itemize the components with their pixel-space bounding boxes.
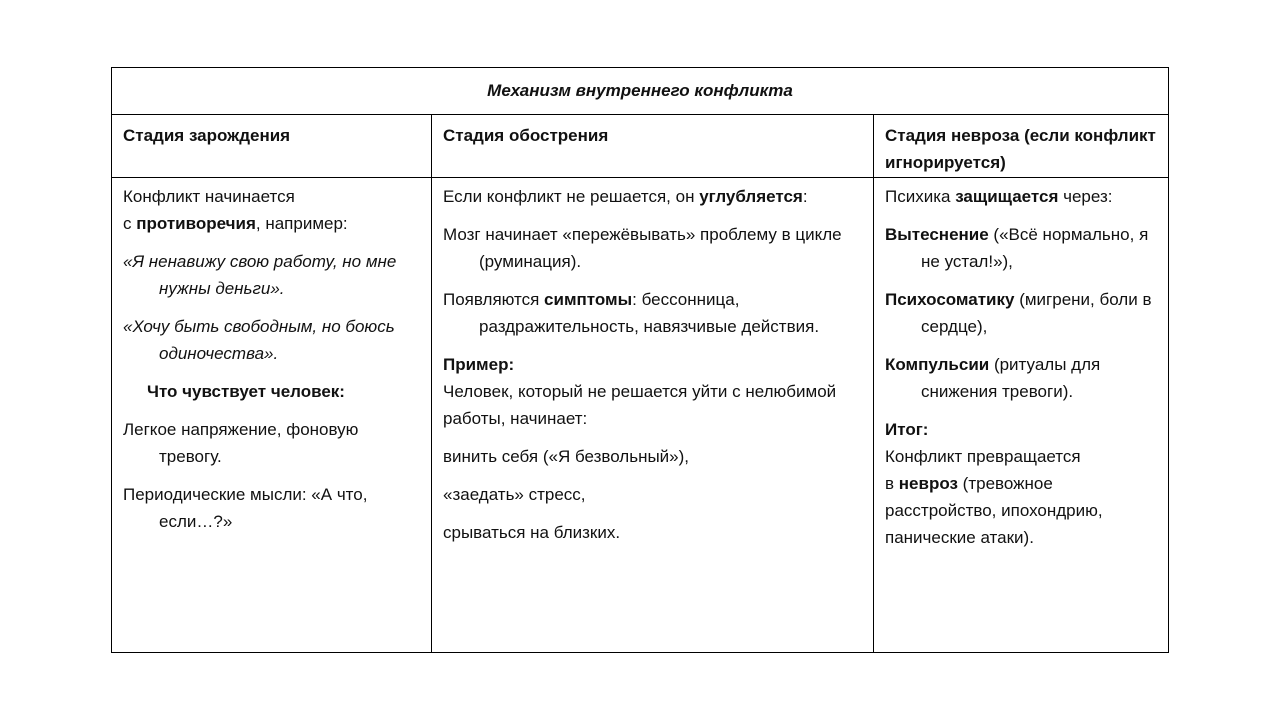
- paragraph: [443, 378, 863, 432]
- emphasis-text: Вытеснение: [885, 225, 989, 244]
- paragraph: [123, 481, 421, 535]
- paragraph-text: (тревожное расстройство, ипохондрию, панические атаки).: [885, 474, 1103, 547]
- column-body: [874, 178, 1168, 551]
- paragraph: [123, 183, 421, 210]
- column-neurosis: [874, 115, 1168, 652]
- paragraph: [443, 183, 863, 210]
- paragraph: [123, 313, 421, 367]
- paragraph-text: Конфликт начинается: [123, 187, 295, 206]
- column-header: Стадия обострения: [432, 115, 873, 178]
- paragraph: [885, 470, 1158, 551]
- paragraph-text: с: [123, 214, 137, 233]
- paragraph: [123, 248, 421, 302]
- column-origin: [112, 115, 432, 652]
- paragraph: [885, 416, 1158, 443]
- paragraph-text: «Хочу быть свободным, но боюсь одиночества».: [123, 317, 395, 363]
- paragraph-text: Появляются: [443, 290, 545, 309]
- paragraph-text: (ритуалы для снижения тревоги).: [921, 355, 1101, 401]
- paragraph: [123, 378, 421, 405]
- paragraph-text: Конфликт превращается: [885, 447, 1081, 466]
- emphasis-text: защищается: [955, 187, 1059, 206]
- paragraph-text: (мигрени, боли в сердце),: [921, 290, 1152, 336]
- emphasis-text: симптомы: [544, 290, 633, 309]
- paragraph-text: Мозг начинает «пережёвывать» проблему в цикле (руминация).: [443, 225, 842, 271]
- emphasis-text: Пример:: [443, 355, 515, 374]
- emphasis-text: противоречия: [136, 214, 256, 233]
- paragraph: [885, 286, 1158, 340]
- paragraph-text: Что чувствует человек:: [147, 382, 345, 401]
- column-escalation: [432, 115, 874, 652]
- paragraph-text: («Всё нормально, я не устал!»),: [921, 225, 1149, 271]
- column-body: [432, 178, 873, 546]
- paragraph-text: : бессонница, раздражительность, навязчивые действия.: [479, 290, 820, 336]
- paragraph: [885, 351, 1158, 405]
- paragraph-text: , например:: [255, 214, 348, 233]
- paragraph: [885, 443, 1158, 470]
- emphasis-text: Психосоматику: [885, 290, 1015, 309]
- paragraph: [443, 221, 863, 275]
- emphasis-text: Итог:: [885, 420, 929, 439]
- paragraph: [443, 481, 863, 508]
- paragraph-text: Легкое напряжение, фоновую тревогу.: [123, 420, 359, 466]
- paragraph: [885, 183, 1158, 210]
- column-header: Стадия зарождения: [112, 115, 431, 178]
- paragraph-text: через:: [1058, 187, 1113, 206]
- conflict-table: [111, 67, 1169, 653]
- paragraph-text: «Я ненавижу свою работу, но мне нужны деньги».: [123, 252, 397, 298]
- paragraph-text: Человек, который не решается уйти с нелюбимой работы, начинает:: [443, 382, 837, 428]
- column-header: Стадия невроза (если конфликт игнорируется): [874, 115, 1168, 178]
- paragraph-text: Периодические мысли: «А что, если…?»: [123, 485, 368, 531]
- paragraph-text: :: [802, 187, 808, 206]
- paragraph-text: винить себя («Я безвольный»),: [443, 447, 690, 466]
- emphasis-text: невроз: [898, 474, 958, 493]
- table-title: Механизм внутреннего конфликта: [112, 68, 1168, 115]
- emphasis-text: углубляется: [699, 187, 803, 206]
- emphasis-text: Компульсии: [885, 355, 990, 374]
- paragraph-text: Если конфликт не решается, он: [443, 187, 700, 206]
- paragraph: [443, 443, 863, 470]
- paragraph: [123, 210, 421, 237]
- paragraph: [443, 519, 863, 546]
- paragraph-text: в: [885, 474, 899, 493]
- column-body: [112, 178, 431, 535]
- paragraph: [885, 221, 1158, 275]
- paragraph-text: срываться на близких.: [443, 523, 621, 542]
- paragraph-text: Психика: [885, 187, 956, 206]
- paragraph: [443, 286, 863, 340]
- paragraph: [443, 351, 863, 378]
- paragraph: [123, 416, 421, 470]
- paragraph-text: «заедать» стресс,: [443, 485, 586, 504]
